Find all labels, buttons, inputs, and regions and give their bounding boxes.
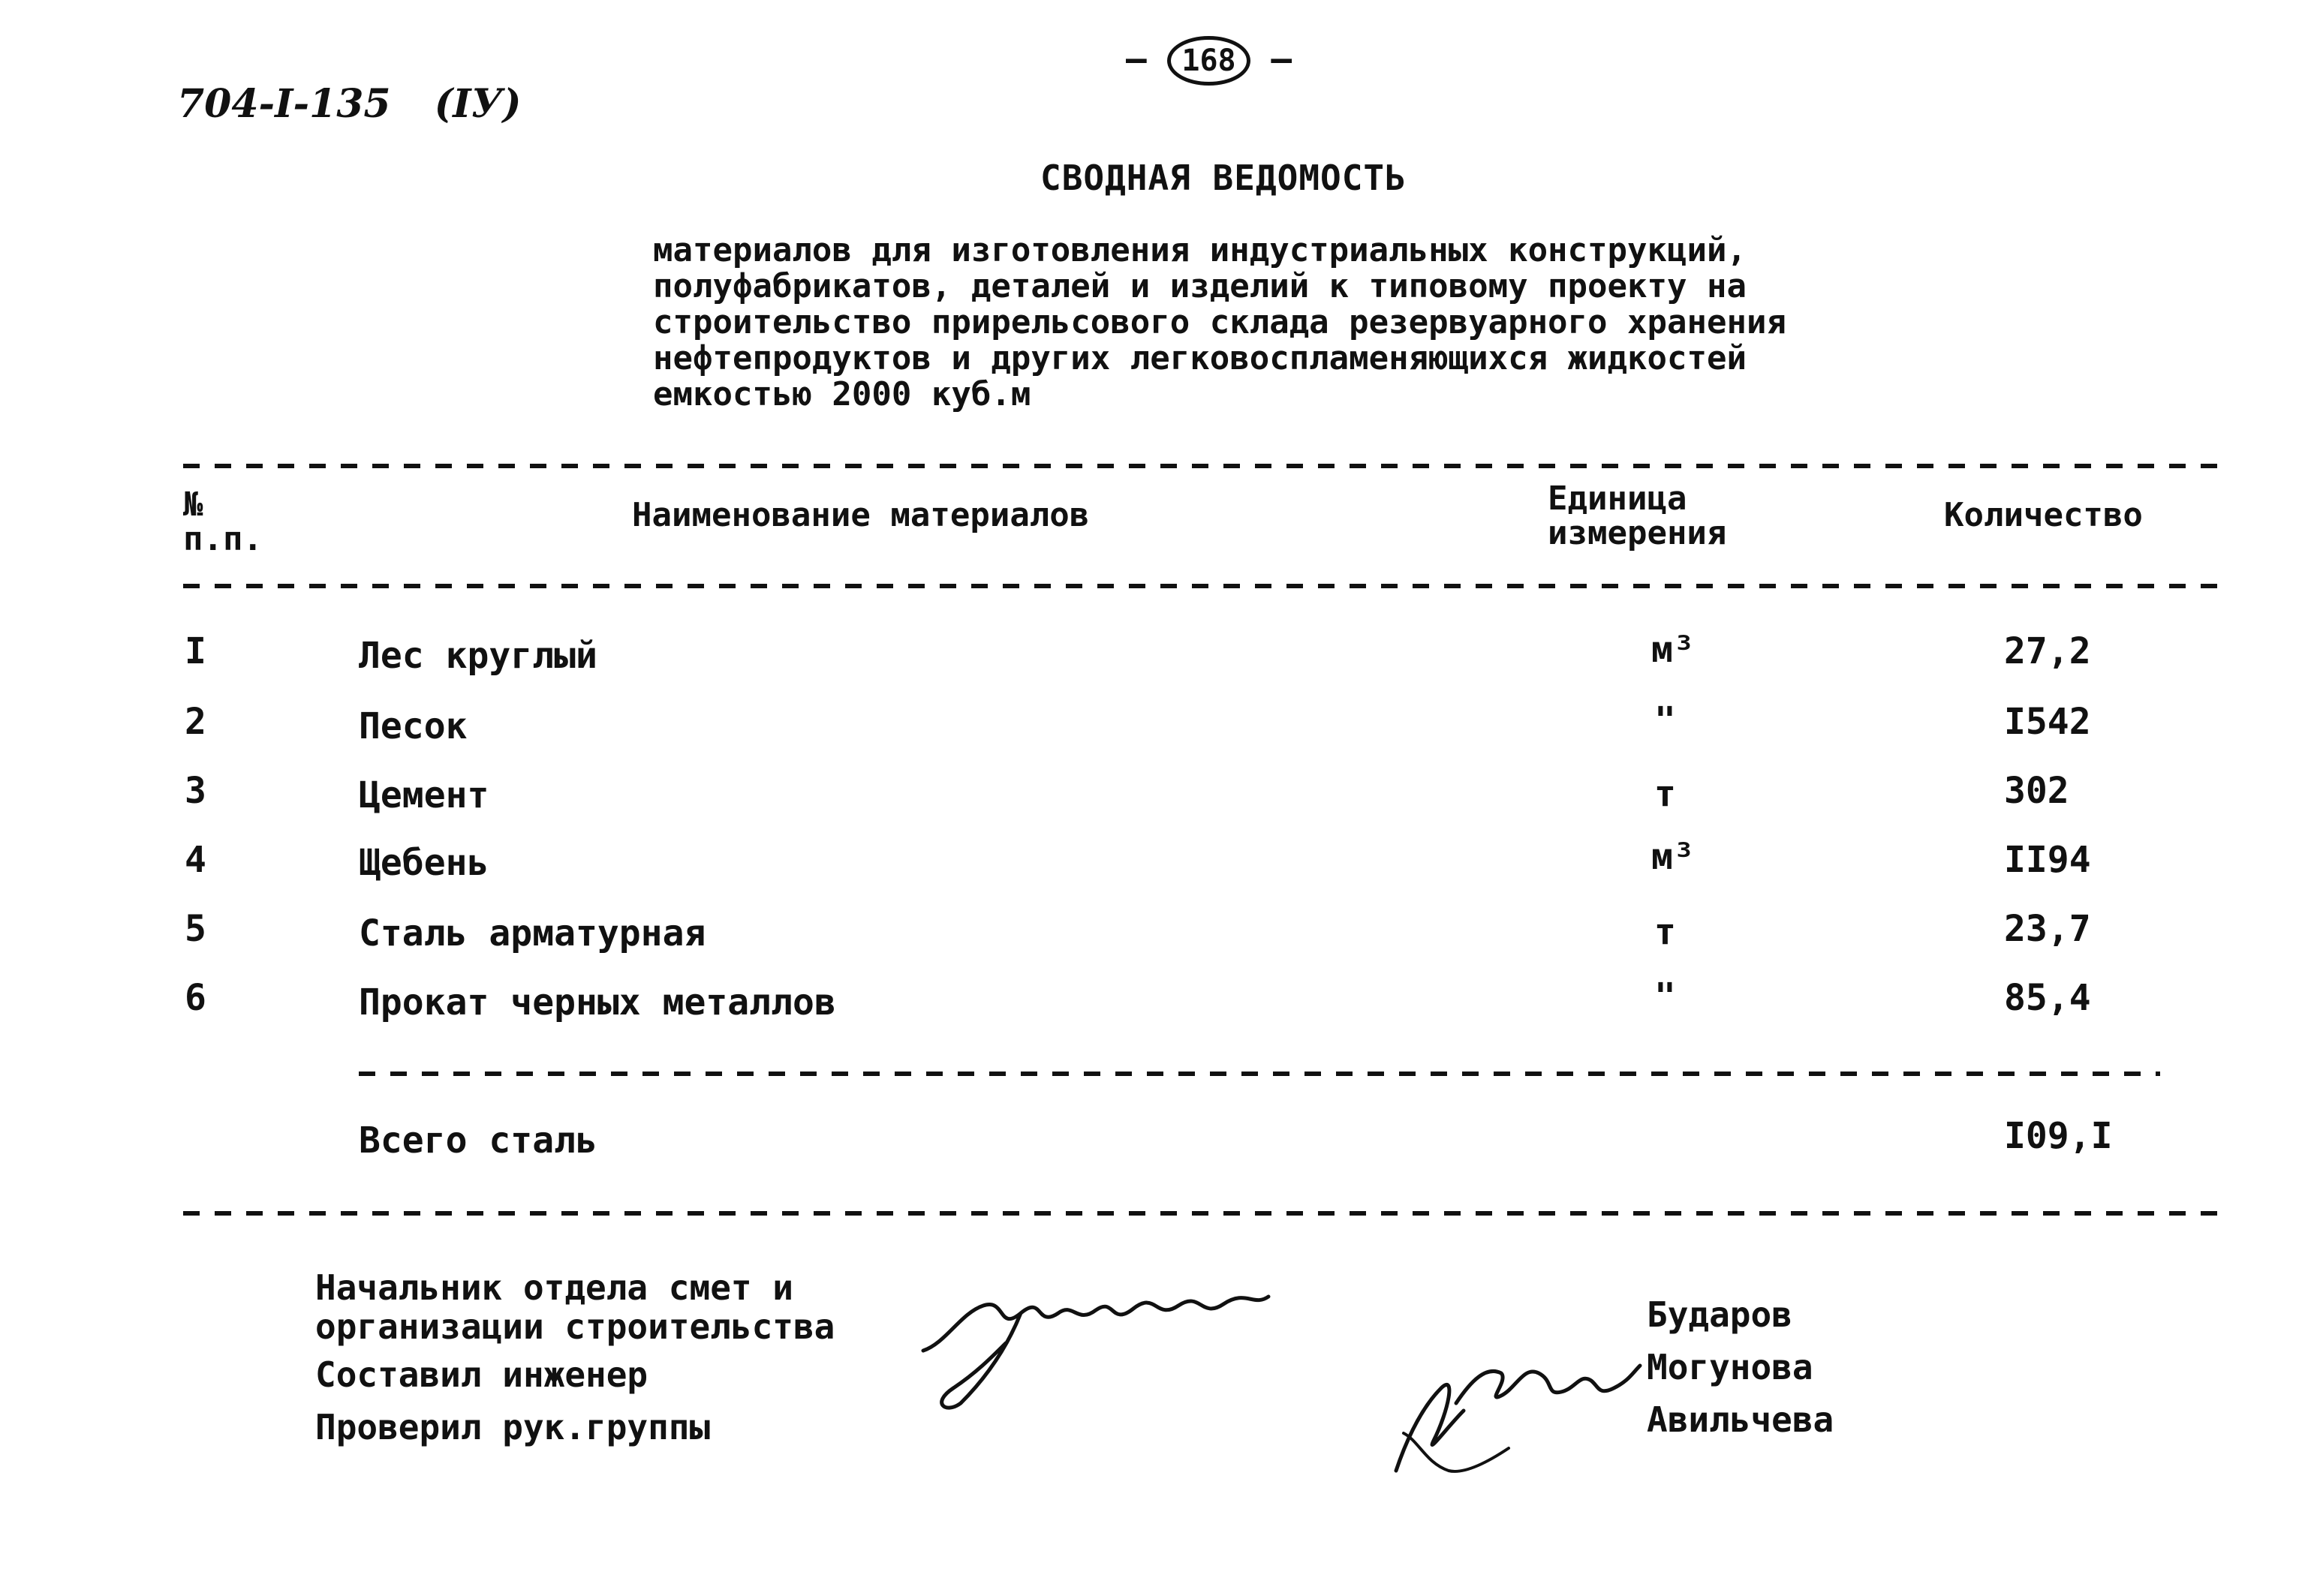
- header-divider: [183, 584, 2232, 588]
- document-title: СВОДНАЯ ВЕДОМОСТЬ: [1040, 158, 1407, 198]
- role-head-line1: Начальник отдела смет и: [315, 1267, 793, 1308]
- row-unit: т: [1654, 773, 1676, 815]
- row-num: 3: [185, 770, 206, 812]
- header-num: [183, 485, 263, 558]
- header-num-line2: п.п.: [183, 520, 263, 558]
- total-qty: I09,I: [2004, 1115, 2113, 1157]
- row-num: 2: [185, 701, 206, 743]
- name-engineer: Могунова: [1647, 1347, 1813, 1387]
- row-qty: 27,2: [2004, 630, 2091, 672]
- row-qty: I542: [2004, 701, 2091, 743]
- row-num: 4: [185, 839, 206, 881]
- subtotal-divider: [359, 1072, 2160, 1076]
- table-bottom-divider: [183, 1211, 2232, 1216]
- header-unit-line1: Единица: [1548, 479, 1687, 518]
- row-unit: т: [1654, 911, 1676, 953]
- row-qty: 85,4: [2004, 977, 2091, 1019]
- subtitle-line: строительство прирельсового склада резервуарного хранения: [653, 303, 1786, 341]
- header-unit: [1548, 479, 1727, 552]
- header-num-line1: №: [183, 485, 203, 524]
- row-num: 6: [185, 977, 206, 1019]
- row-name: Цемент: [359, 774, 489, 816]
- subtitle-line: полуфабрикатов, деталей и изделий к типовому проекту на: [653, 267, 1747, 305]
- row-name: Сталь арматурная: [359, 912, 706, 954]
- row-unit: ": [1654, 975, 1676, 1017]
- role-group-lead: Проверил рук.группы: [315, 1407, 711, 1447]
- role-engineer: Составил инженер: [315, 1354, 648, 1395]
- row-unit: ": [1654, 699, 1676, 741]
- row-qty: 23,7: [2004, 908, 2091, 950]
- subtitle-line: нефтепродуктов и других легковоспламеняющихся жидкостей: [653, 339, 1747, 377]
- row-name: Прокат черных металлов: [359, 981, 836, 1023]
- role-head-line2: организации строительства: [315, 1306, 835, 1347]
- signature-head: [916, 1261, 1396, 1411]
- signature-engineers: [1374, 1321, 1666, 1493]
- row-unit: м³: [1651, 836, 1695, 878]
- page-number: — 168 —: [1126, 36, 1292, 86]
- row-qty: II94: [2004, 839, 2091, 881]
- document-code-number: 704-I-135: [177, 81, 391, 127]
- row-name: Песок: [359, 705, 468, 747]
- subtitle-line: материалов для изготовления индустриальных конструкций,: [653, 231, 1747, 269]
- table-top-divider: [183, 464, 2232, 468]
- header-quantity: Количество: [1944, 496, 2143, 534]
- header-unit-line2: измерения: [1548, 514, 1727, 552]
- document-volume: (IУ): [434, 81, 522, 127]
- document-code: [177, 81, 521, 127]
- signature-roles: [315, 1268, 835, 1447]
- row-name: Щебень: [359, 842, 489, 884]
- total-label: Всего сталь: [359, 1120, 597, 1162]
- row-unit: м³: [1651, 629, 1695, 671]
- row-num: 5: [185, 908, 206, 950]
- document-subtitle: [653, 233, 1786, 413]
- row-name: Лес круглый: [359, 635, 597, 677]
- signature-names: [1647, 1295, 1834, 1439]
- row-num: I: [185, 630, 206, 672]
- subtitle-line: емкостью 2000 куб.м: [653, 375, 1031, 413]
- name-head: Бударов: [1647, 1294, 1792, 1335]
- page-number-value: 168: [1167, 36, 1250, 86]
- header-name: Наименование материалов: [632, 496, 1090, 534]
- name-group-lead: Авильчева: [1647, 1399, 1834, 1440]
- row-qty: 302: [2004, 770, 2069, 812]
